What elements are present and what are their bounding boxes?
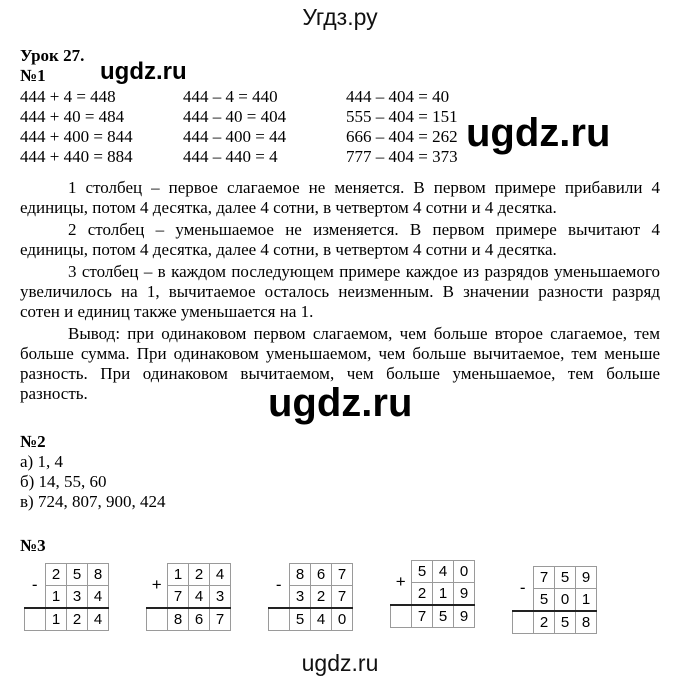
digit-cell: 1 [46, 586, 67, 609]
equation: 444 + 4 = 448 [20, 87, 116, 106]
result-digit-cell: 4 [88, 608, 109, 631]
result-digit-cell: 2 [534, 611, 555, 634]
empty-cell [269, 608, 290, 631]
result-digit-cell: 4 [311, 608, 332, 631]
digit-cell: 5 [67, 564, 88, 586]
digit-cell: 2 [46, 564, 67, 586]
site-title[interactable]: Угдз.ру [302, 4, 378, 30]
result-digit-cell: 7 [412, 605, 433, 628]
digit-cell: 0 [555, 589, 576, 612]
digit-cell: 5 [534, 589, 555, 612]
watermark: ugdz.ru [268, 381, 413, 425]
task1-heading: №1 [20, 66, 46, 85]
watermark: ugdz.ru [466, 111, 611, 155]
column-arithmetic-problem-2 [146, 563, 231, 631]
answer-line: в) 724, 807, 900, 424 [20, 492, 166, 511]
digit-cell: 8 [88, 564, 109, 586]
equation: 444 + 40 = 484 [20, 107, 125, 126]
operator-sign: + [151, 575, 162, 595]
digit-cell: 7 [534, 567, 555, 589]
digit-cell: 9 [576, 567, 597, 589]
paragraph-column-3: 3 столбец – в каждом последующем примере каждое из разрядов уменьшаемого увеличилось на 1, вычитаемое осталось неизменным. В значении разности разряд сотен и единиц также уменьшается на 1. [20, 262, 660, 321]
operator-sign: - [31, 575, 38, 595]
column-arithmetic-problem-3 [268, 563, 353, 631]
equation: 444 – 4 = 440 [183, 87, 278, 106]
column-arithmetic-problem-5 [512, 566, 597, 634]
digit-cell: 4 [189, 586, 210, 609]
empty-cell [25, 608, 46, 631]
column-arithmetic-problem-1 [24, 563, 109, 631]
digit-cell: 4 [210, 564, 231, 586]
digit-cell: 5 [412, 561, 433, 583]
equation: 777 – 404 = 373 [346, 147, 458, 166]
digit-cell: 3 [290, 586, 311, 609]
paragraph-column-1: 1 столбец – первое слагаемое не меняется. В первом примере прибавили 4 единицы, потом 4 десятка, далее 4 сотни, в четвертом 4 сотни и 4 десятка. [20, 178, 660, 217]
answer-line: б) 14, 55, 60 [20, 472, 107, 491]
digit-cell: 7 [168, 586, 189, 609]
footer-site-link[interactable]: ugdz.ru [301, 650, 379, 676]
digit-cell: 2 [311, 586, 332, 609]
digit-cell: 7 [332, 586, 353, 609]
operator-sign: - [519, 578, 526, 598]
operator-sign: + [395, 572, 406, 592]
result-digit-cell: 2 [67, 608, 88, 631]
result-digit-cell: 8 [576, 611, 597, 634]
digit-cell: 3 [67, 586, 88, 609]
digit-cell: 1 [433, 583, 454, 606]
digit-cell: 1 [576, 589, 597, 612]
digit-cell: 9 [454, 583, 475, 606]
paragraph-column-2: 2 столбец – уменьшаемое не изменяется. В первом примере вычитают 4 единицы, потом 4 десятка, далее 4 сотни, в четвертом 4 сотни и 4 десятка. [20, 220, 660, 259]
task3-heading: №3 [20, 536, 46, 555]
equation: 444 + 440 = 884 [20, 147, 133, 166]
equation: 444 – 400 = 44 [183, 127, 287, 146]
digit-cell: 8 [290, 564, 311, 586]
equation: 444 – 40 = 404 [183, 107, 287, 126]
paragraph-conclusion: Вывод: при одинаковом первом слагаемом, чем больше второе слагаемое, тем больше сумма. При одинаковом уменьшаемом, чем больше вычитаемое, тем меньше разность. При одинаковом вычитаемом, чем больше уменьшаемое, тем больше разность. [20, 324, 660, 403]
equation: 666 – 404 = 262 [346, 127, 458, 146]
digit-cell: 2 [412, 583, 433, 606]
result-digit-cell: 5 [290, 608, 311, 631]
result-digit-cell: 1 [46, 608, 67, 631]
equation-column-2 [183, 87, 286, 167]
digit-cell: 4 [88, 586, 109, 609]
digit-cell: 5 [555, 567, 576, 589]
equation: 444 + 400 = 844 [20, 127, 133, 146]
result-digit-cell: 6 [189, 608, 210, 631]
result-digit-cell: 7 [210, 608, 231, 631]
digit-cell: 1 [168, 564, 189, 586]
digit-cell: 0 [454, 561, 475, 583]
answer-line: а) 1, 4 [20, 452, 63, 471]
equation-column-3 [346, 87, 458, 167]
empty-cell [391, 605, 412, 628]
task2-heading: №2 [20, 432, 46, 451]
equation: 444 – 404 = 40 [346, 87, 450, 106]
task2-answers [20, 452, 165, 512]
result-digit-cell: 5 [555, 611, 576, 634]
result-digit-cell: 0 [332, 608, 353, 631]
equation: 444 – 440 = 4 [183, 147, 278, 166]
lesson-title: Урок 27. [20, 46, 85, 65]
column-arithmetic-problem-4 [390, 560, 475, 628]
digit-cell: 7 [332, 564, 353, 586]
digit-cell: 3 [210, 586, 231, 609]
result-digit-cell: 9 [454, 605, 475, 628]
operator-sign: - [275, 575, 282, 595]
digit-cell: 4 [433, 561, 454, 583]
result-digit-cell: 8 [168, 608, 189, 631]
empty-cell [147, 608, 168, 631]
empty-cell [513, 611, 534, 634]
digit-cell: 6 [311, 564, 332, 586]
result-digit-cell: 5 [433, 605, 454, 628]
equation: 555 – 404 = 151 [346, 107, 458, 126]
digit-cell: 2 [189, 564, 210, 586]
equation-column-1 [20, 87, 133, 167]
watermark: ugdz.ru [100, 58, 187, 85]
